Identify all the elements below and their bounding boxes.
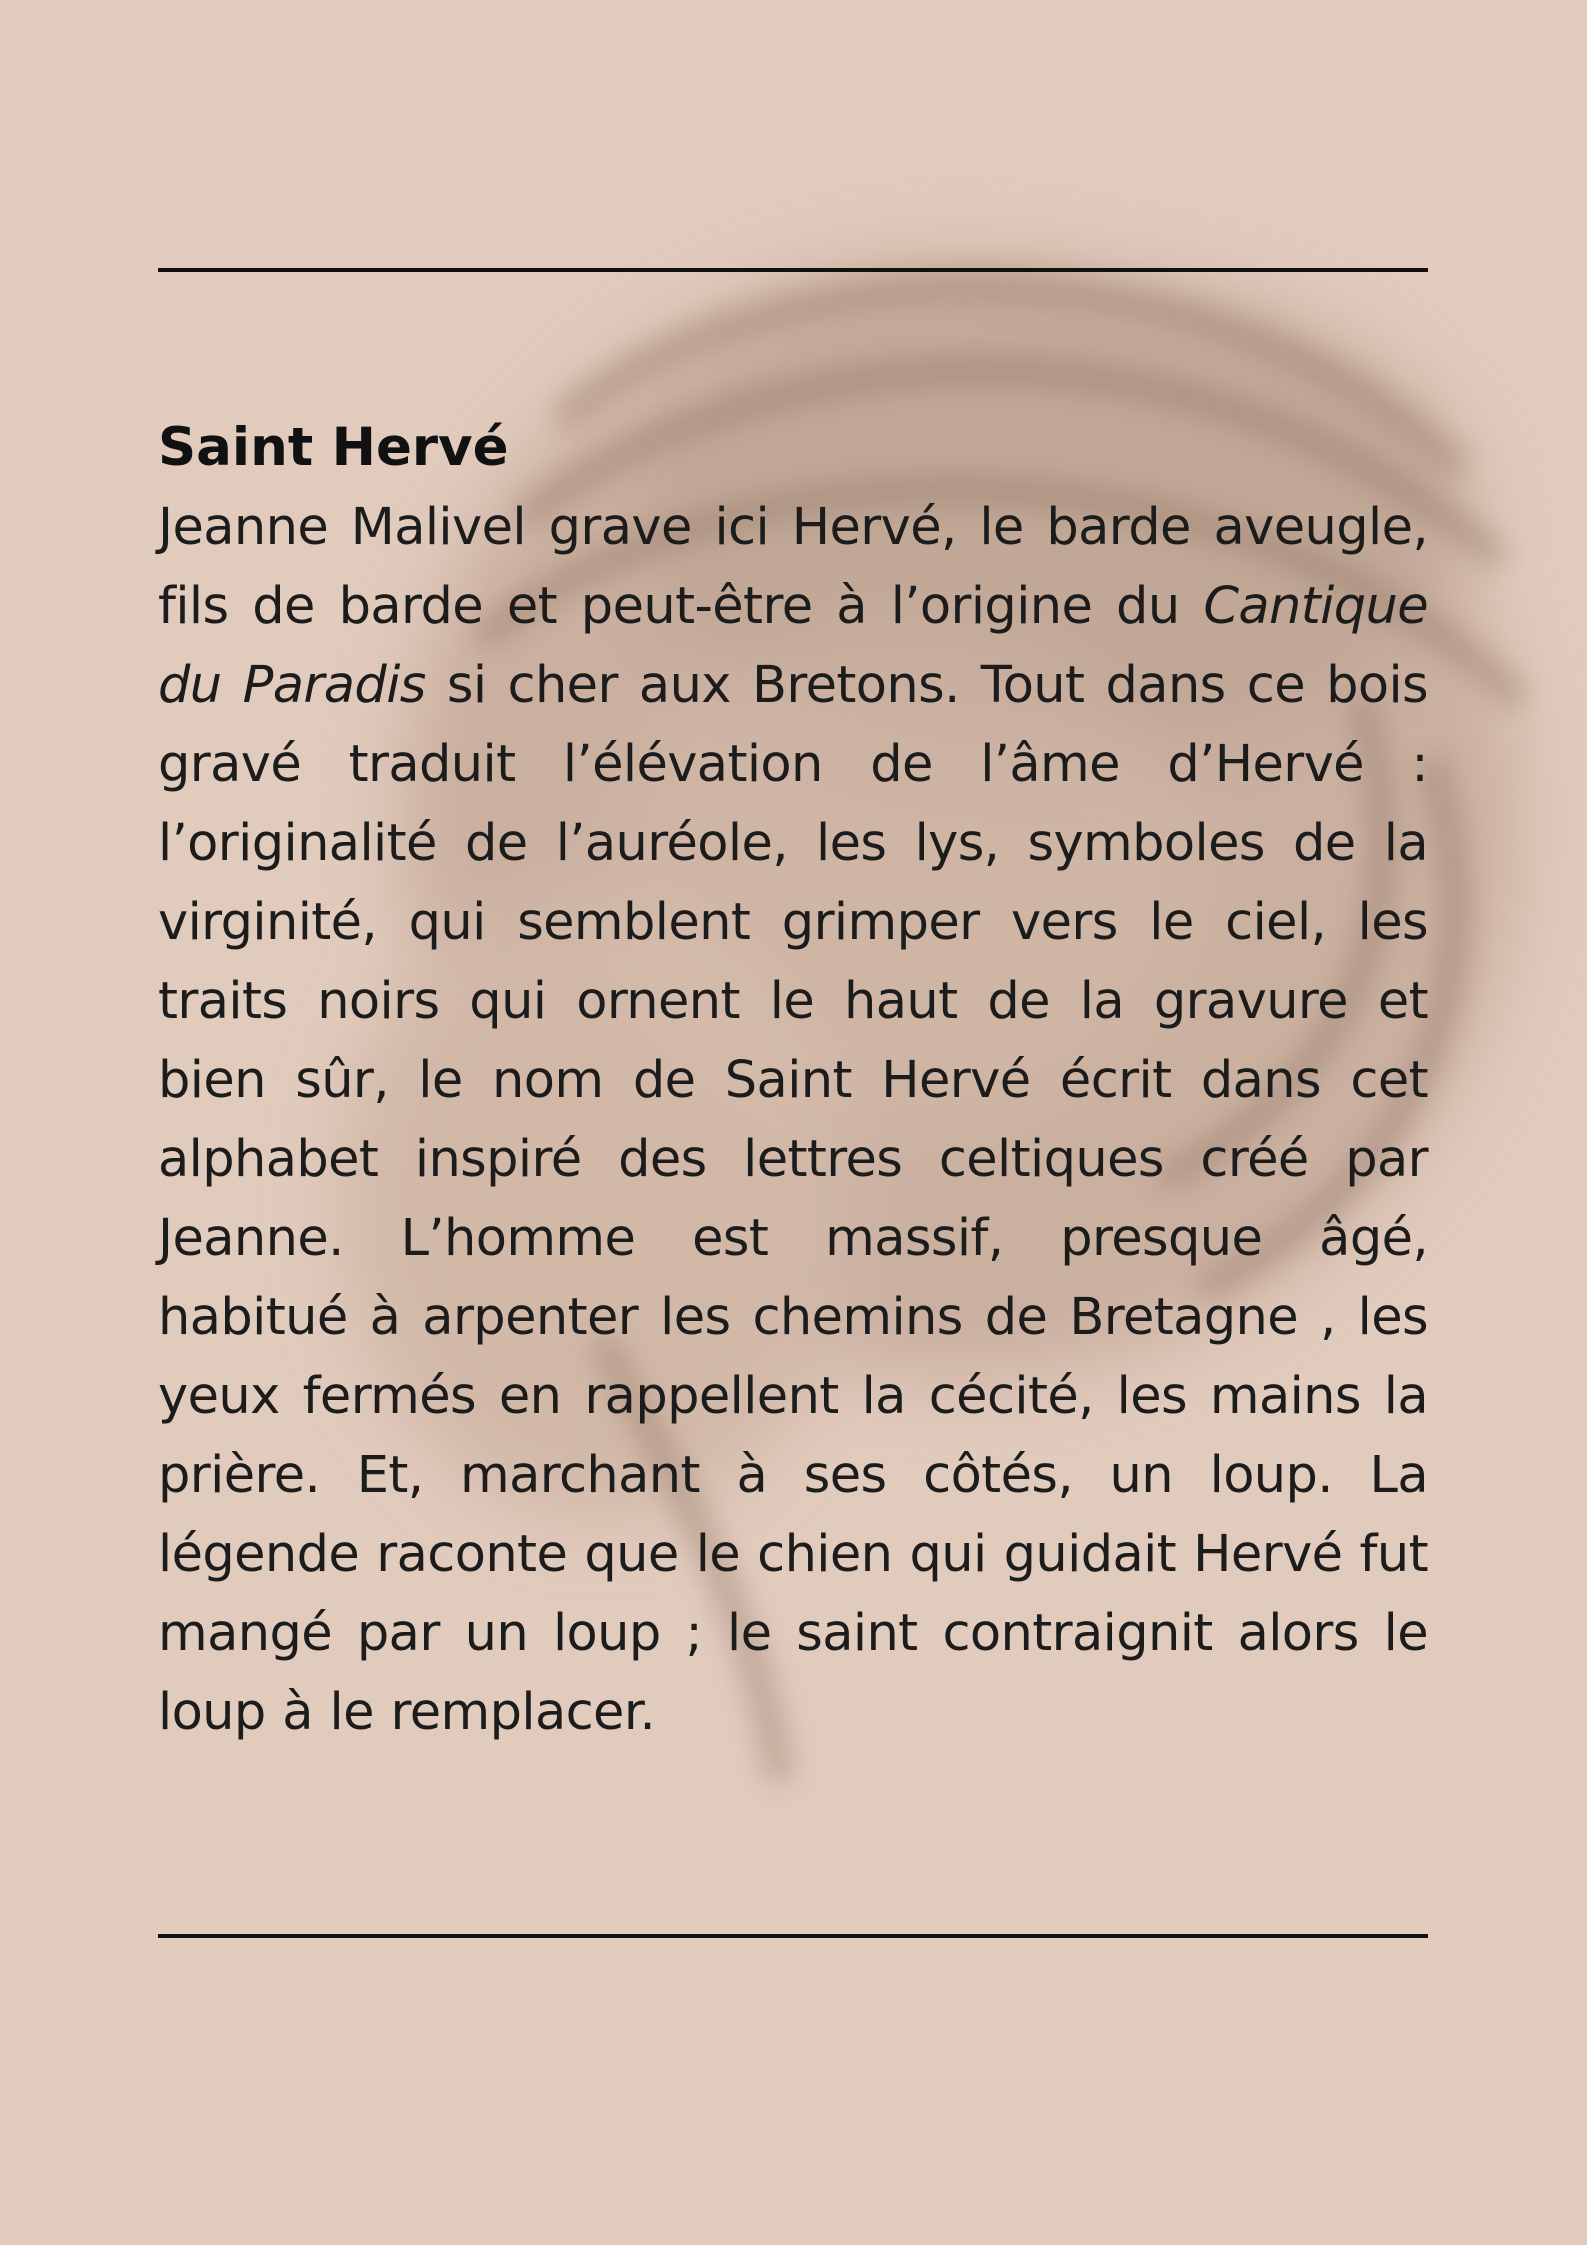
work-title-italic: Cantique du Paradis [158, 577, 1428, 715]
top-divider-line [158, 268, 1428, 272]
description-paragraph [158, 488, 1428, 1752]
text-block [158, 408, 1428, 1752]
bottom-divider-line [158, 1934, 1428, 1938]
page-title: Saint Hervé [158, 417, 509, 478]
paragraph-text-end: si cher aux Bretons. Tout dans ce bois gravé traduit l’élévation de l’âme d’Hervé : l’originalité de l’auréole, les lys, symboles de la virginité, qui semblent grimper vers le ciel, les traits noirs qui ornent le haut de la gravure et bien sûr, le nom de Saint Hervé écrit dans cet alphabet inspiré des lettres celtiques créé par Jeanne. L’homme est massif, presque âgé, habitué à arpenter les chemins de Bretagne , les yeux fermés en rappellent la cécité, les mains la prière. Et, marchant à ses côtés, un loup. La légende raconte que le chien qui guidait Hervé fut mangé par un loup ; le saint contraignit alors le loup à le remplacer. [158, 656, 1428, 1742]
paragraph-text-start: Jeanne Malivel grave ici Hervé, le barde aveugle, fils de barde et peut-être à l’origine du [158, 498, 1428, 636]
